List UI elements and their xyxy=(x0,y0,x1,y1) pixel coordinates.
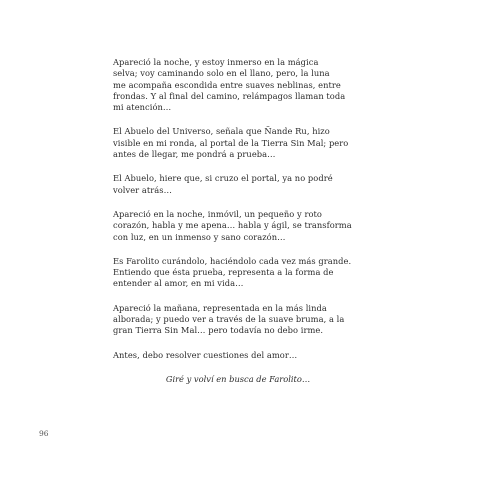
text-line: entender al amor, en mi vida… xyxy=(113,278,244,289)
text-line: El Abuelo, hiere que, si cruzo el portal, ya no podré xyxy=(113,173,333,184)
paragraph-3 xyxy=(113,173,363,196)
text-line: corazón, habla y me apena… habla y ágil, se transforma xyxy=(113,220,352,231)
body-text xyxy=(113,57,363,385)
text-line: Apareció la noche, y estoy inmerso en la mágica xyxy=(113,57,319,67)
text-line: Apareció la mañana, representada en la más linda xyxy=(113,302,327,313)
paragraph-7 xyxy=(113,350,363,361)
closing-line: Giré y volví en busca de Farolito… xyxy=(165,373,311,384)
text-line: frondas. Y al final del camino, relámpagos llaman toda xyxy=(113,90,346,101)
page-number: 96 xyxy=(39,429,49,438)
paragraph-4 xyxy=(113,209,363,243)
text-line: visible en mi ronda, al portal de la Tierra Sin Mal; pero xyxy=(113,137,349,148)
paragraph-6 xyxy=(113,303,363,337)
text-line: Es Farolito curándolo, haciéndolo cada vez más grande. xyxy=(113,255,352,266)
paragraph-1 xyxy=(113,57,363,113)
text-line: antes de llegar, me pondrá a prueba… xyxy=(113,149,276,160)
paragraph-2 xyxy=(113,126,363,160)
text-line: me acompaña escondida entre suaves neblinas, entre xyxy=(113,79,341,90)
text-line: Apareció en la noche, inmóvil, un pequeño y roto xyxy=(113,208,322,219)
text-line: El Abuelo del Universo, señala que Ñande Ru, hizo xyxy=(113,126,330,137)
text-line: alborada; y puedo ver a través de la suave bruma, a la xyxy=(113,314,345,325)
paragraph-5 xyxy=(113,256,363,290)
text-line: selva; voy caminando solo en el llano, pero, la luna xyxy=(113,68,330,79)
text-line: mi atención… xyxy=(113,102,172,113)
text-line: volver atrás… xyxy=(113,184,172,195)
text-line: con luz, en un inmenso y sano corazón… xyxy=(113,231,286,242)
text-line: Antes, debo resolver cuestiones del amor… xyxy=(113,349,298,360)
text-line: gran Tierra Sin Mal… pero todavía no debo irme. xyxy=(113,325,324,336)
text-line: Entiendo que ésta prueba, representa a la forma de xyxy=(113,267,334,278)
